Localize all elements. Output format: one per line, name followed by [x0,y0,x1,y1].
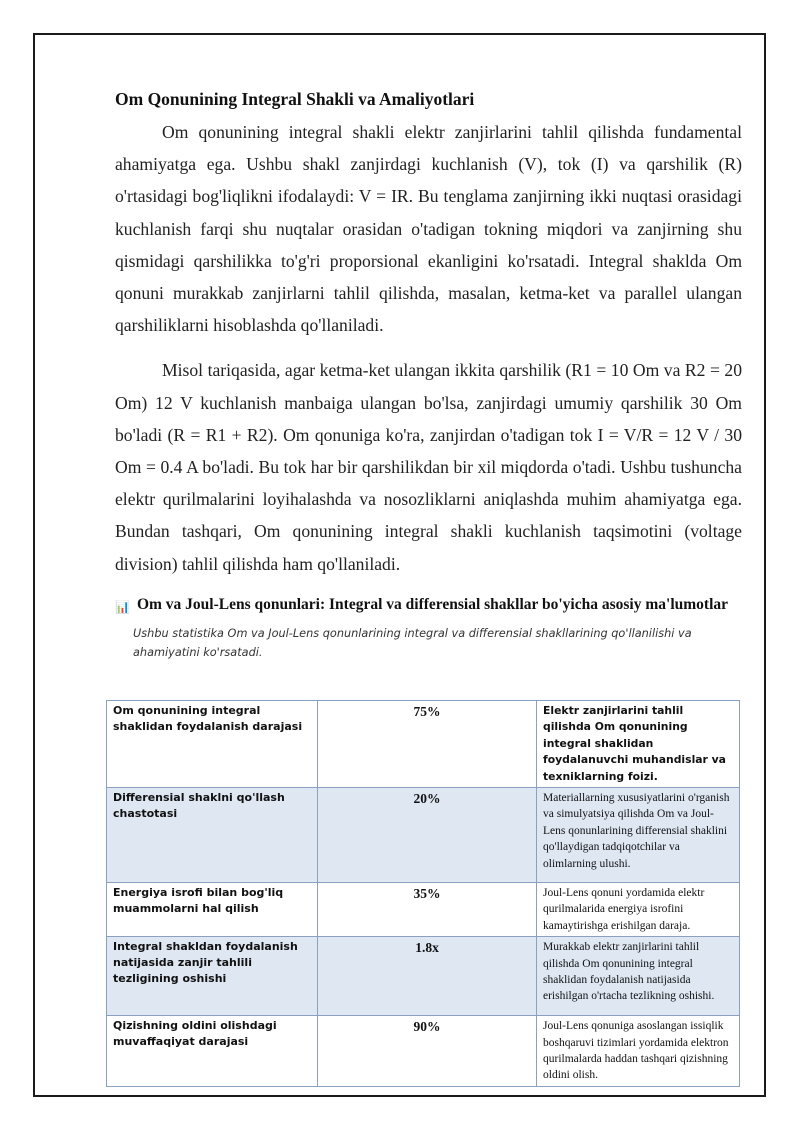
stats-table [106,700,740,1087]
stat-value: 75% [318,701,537,788]
stats-section-title [115,594,742,618]
table-row [107,701,740,788]
document-body [115,86,742,664]
stat-label: Differensial shaklni qo'llash chastotasi [107,788,318,883]
stat-label: Qizishning oldini olishdagi muvaffaqiyat darajasi [107,1016,318,1087]
stats-section-title-text: Om va Joul-Lens qonunlari: Integral va differensial shakllar bo'yicha asosiy ma'lumotlar [136,595,729,613]
stat-description: Murakkab elektr zanjirlarini tahlil qilishda Om qonunining integral shaklidan foydalanish natijasida erishilgan o'rtacha tezlikning oshishi. [537,937,740,1016]
bar-chart-icon: 📊 [115,599,130,614]
stat-value: 1.8x [318,937,537,1016]
stat-value: 35% [318,883,537,937]
stat-value: 20% [318,788,537,883]
table-row [107,788,740,883]
stat-description: Elektr zanjirlarini tahlil qilishda Om qonunining integral shaklidan foydalanuvchi muhandislar va texniklarning foizi. [537,701,740,788]
stat-label: Integral shakldan foydalanish natijasida zanjir tahlili tezligining oshishi [107,937,318,1016]
stat-label: Energiya isrofi bilan bog'liq muammolarni hal qilish [107,883,318,937]
stat-description: Joul-Lens qonuniga asoslangan issiqlik boshqaruvi tizimlari yordamida elektron qurilmalarda haddan tashqari qizishning oldini olish. [537,1016,740,1087]
paragraph-1: Om qonunining integral shakli elektr zanjirlarini tahlil qilishda fundamental ahamiyatga ega. Ushbu shakl zanjirdagi kuchlanish (V), tok (I) va qarshilik (R) o'rtasidagi bog'liqlikni ifodalaydi: V = IR. Bu tenglama zanjirning ikki nuqtasi orasidagi kuchlanish farqi shu nuqtalar orasidan o'tadigan tokning miqdori va zanjirning shu qismidagi qarshilikka to'g'ri proporsional ekanligini ko'rsatadi. Integral shaklda Om qonuni murakkab zanjirlarni tahlil qilishda, masalan, ketma-ket va parallel ulangan qarshiliklarni hisoblashda qo'llaniladi. [115,122,742,336]
stats-section-caption: Ushbu statistika Om va Joul-Lens qonunlarining integral va differensial shakllarining qo'llanilishi va ahamiyatini ko'rsatadi. [133,626,692,659]
document-title: Om Qonunining Integral Shakli va Amaliyotlari [115,89,475,109]
stat-description: Joul-Lens qonuni yordamida elektr qurilmalarida energiya isrofini kamaytirishga erishilgan daraja. [537,883,740,937]
table-row [107,937,740,1016]
stat-label: Om qonunining integral shaklidan foydalanish darajasi [107,701,318,788]
stat-value: 90% [318,1016,537,1087]
table-row [107,883,740,937]
paragraph-2: Misol tariqasida, agar ketma-ket ulangan ikkita qarshilik (R1 = 10 Om va R2 = 20 Om) 12 V kuchlanish manbaiga ulangan bo'lsa, zanjirdagi umumiy qarshilik 30 Om bo'ladi (R = R1 + R2). Om qonuniga ko'ra, zanjirdan o'tadigan tok I = V/R = 12 V / 30 Om = 0.4 A bo'ladi. Bu tok har bir qarshilikdan bir xil miqdorda o'tadi. Ushbu tushuncha elektr qurilmalarini loyihalashda va nosozliklarni aniqlashda muhim ahamiyatga ega. Bundan tashqari, Om qonunining integral shakli kuchlanish taqsimotini (voltage division) tahlil qilishda ham qo'llaniladi. [115,360,742,574]
table-row [107,1016,740,1087]
stat-description: Materiallarning xususiyatlarini o'rganish va simulyatsiya qilishda Om va Joul-Lens qonunlarining differensial shaklini qo'llaydigan tadqiqotchilar va olimlarning ulushi. [537,788,740,883]
